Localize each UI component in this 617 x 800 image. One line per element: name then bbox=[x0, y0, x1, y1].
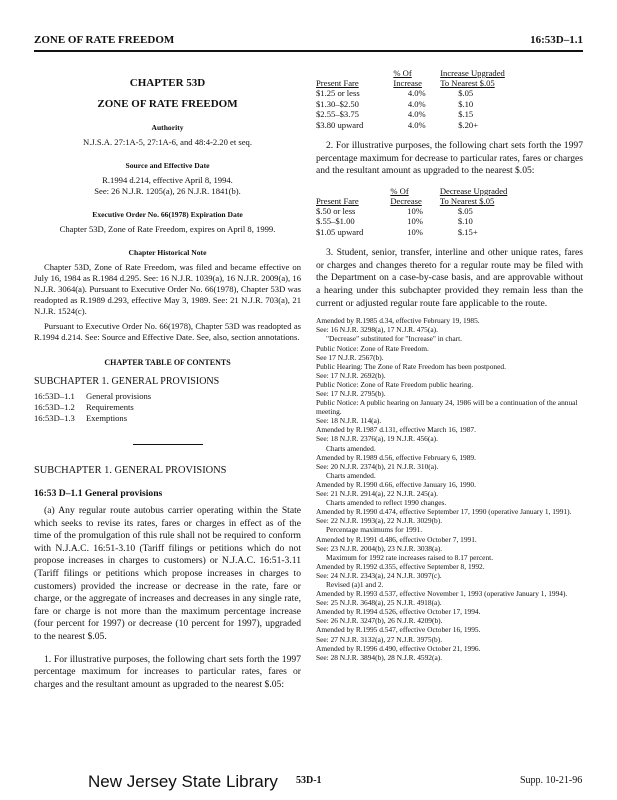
toc-label: Requirements bbox=[86, 402, 134, 412]
increase-chart-row bbox=[316, 109, 546, 120]
increase-chart-row bbox=[316, 120, 546, 131]
increase-chart-column-header: Increase Upgraded To Nearest $.05 bbox=[440, 68, 505, 88]
increase-chart-column-header: % Of Increase bbox=[393, 68, 422, 88]
authority-text: N.J.S.A. 27:1A-5, 27:1A-6, and 48:4-2.20 et seq. bbox=[83, 137, 252, 147]
decrease-chart-row bbox=[316, 206, 546, 217]
toc-code: 16:53D–1.1 bbox=[34, 391, 75, 401]
increase-chart-cell: $.20+ bbox=[458, 119, 479, 130]
decrease-chart-cell: $.55–$1.00 bbox=[316, 216, 355, 227]
amendment-entry: See: 21 N.J.R. 2914(a), 22 N.J.R. 245(a). bbox=[316, 489, 438, 499]
amendment-entry: Public Hearing: The Zone of Rate Freedom has been postponed. bbox=[316, 361, 506, 371]
toc-item[interactable] bbox=[34, 402, 301, 413]
increase-chart-cell: $2.55–$3.75 bbox=[316, 109, 359, 119]
page-number: 53D-1 bbox=[296, 775, 322, 786]
increase-chart-cell: $1.30–$2.50 bbox=[316, 98, 359, 109]
paragraph-a: (a) Any regular route autobus carrier operating within the State which seeks to revise its rates, fares or charges in effect as of the time of the promulgation of this rule shall not be required to conform with N.J.A.C. 16:51-3.10 (Tariff filings or petitions which do not propose increases in charges to customers) or N.J.A.C. 16:51-3.11 (Tariff filings or petitions which propose increases in charges to customers) provided the increase or decrease in the rate, fare or charge, or the aggregate of increases and decreases in any single rate, fare or charge is not more than the maximum percentage increase (four percent for 1997) or decrease (10 percent for 1997), upgraded to the nearest $.05. bbox=[34, 505, 301, 642]
amendment-entry: Maximum for 1992 rate increases raised to 8.17 percent. bbox=[326, 552, 494, 562]
decrease-chart-column-header: % Of Decrease bbox=[390, 185, 422, 206]
decrease-chart-cell: 10% bbox=[407, 226, 423, 237]
library-stamp: New Jersey State Library bbox=[88, 772, 278, 791]
increase-chart-cell: $1.25 or less bbox=[316, 88, 360, 98]
increase-chart-row bbox=[316, 88, 546, 99]
amendment-entry: Amended by R.1996 d.490, effective October 21, 1996. bbox=[316, 643, 481, 653]
increase-chart-cell: $.05 bbox=[458, 88, 474, 98]
amendment-entry: Amended by R.1989 d.56, effective February 6, 1989. bbox=[316, 452, 476, 462]
increase-chart-cell: 4.0% bbox=[407, 119, 426, 130]
amendment-entry: See: 28 N.J.R. 3894(b), 28 N.J.R. 4592(a). bbox=[316, 652, 443, 662]
decrease-chart-column-header: Present Fare bbox=[316, 195, 359, 206]
source-text-2: See: 26 N.J.R. 1205(a), 26 N.J.R. 1841(b). bbox=[94, 186, 241, 196]
amendment-entry: Revised (a)1 and 2. bbox=[326, 579, 384, 589]
amendment-entry: See: 23 N.J.R. 2004(b), 23 N.J.R. 3038(a). bbox=[316, 543, 443, 553]
increase-chart-cell: $.15 bbox=[458, 109, 474, 119]
amendment-entry: Public Notice: Zone of Rate Freedom public hearing. bbox=[316, 379, 474, 389]
increase-chart-header-row bbox=[316, 68, 546, 88]
decrease-chart bbox=[316, 186, 546, 238]
decrease-chart-cell: $.15+ bbox=[457, 226, 478, 237]
amendment-entry: See: 22 N.J.R. 1993(a), 22 N.J.R. 3029(b). bbox=[316, 516, 443, 526]
subchapter-heading: SUBCHAPTER 1. GENERAL PROVISIONS bbox=[34, 465, 227, 476]
amendment-entry: Charts amended. bbox=[326, 470, 376, 480]
historical-note-heading: Chapter Historical Note bbox=[128, 248, 207, 257]
increase-chart-cell: 4.0% bbox=[407, 88, 426, 98]
decrease-chart-cell: $.10 bbox=[457, 216, 473, 227]
increase-chart-cell: $.10 bbox=[458, 98, 474, 109]
toc-title: CHAPTER TABLE OF CONTENTS bbox=[104, 358, 231, 367]
increase-chart-cell: 4.0% bbox=[407, 109, 426, 119]
decrease-chart-column-header: Decrease Upgraded To Nearest $.05 bbox=[439, 185, 508, 206]
exec-order-heading: Executive Order No. 66(1978) Expiration Date bbox=[92, 210, 243, 219]
decrease-chart-cell: $.05 bbox=[457, 205, 473, 216]
increase-chart-column-header: Present Fare bbox=[316, 78, 359, 88]
decrease-chart-cell: 10% bbox=[407, 205, 423, 216]
source-text-1: R.1994 d.214, effective April 8, 1994. bbox=[102, 175, 233, 185]
decrease-chart-cell: $.50 or less bbox=[316, 205, 356, 216]
amendment-entry: See: 24 N.J.R. 2343(a), 24 N.J.R. 3097(c). bbox=[316, 570, 442, 580]
decrease-chart-header-row bbox=[316, 186, 546, 206]
historical-note-text-2: Pursuant to Executive Order No. 66(1978), Chapter 53D was readopted as R.1994 d.214. See: Source and Effective Date. See, also, section annotations. bbox=[34, 321, 301, 342]
amendment-entry: Charts amended. bbox=[326, 443, 376, 453]
page-footer bbox=[0, 772, 617, 796]
amendment-entry: Public Notice: Zone of Rate Freedom. bbox=[316, 343, 429, 353]
toc-code: 16:53D–1.3 bbox=[34, 413, 75, 423]
amendment-entry: Amended by R.1994 d.526, effective October 17, 1994. bbox=[316, 607, 481, 617]
source-heading: Source and Effective Date bbox=[125, 161, 210, 170]
toc-label: General provisions bbox=[86, 391, 152, 401]
decrease-chart-row bbox=[316, 216, 546, 227]
historical-note-text-1: Chapter 53D, Zone of Rate Freedom, was filed and became effective on July 16, 1984 as R.1984 d.295. See: 16 N.J.R. 1039(a), 16 N.J.R. 2009(a), 16 N.J.R. 3064(a). Pursuant to Executive Order No. 66(1978), Chapter 53D was readopted as R.1989 d.293, effective May 3, 1989. See: 21 N.J.R. 703(a), 21 N.J.R. 1524(c). bbox=[34, 262, 301, 316]
toc-code: 16:53D–1.2 bbox=[34, 402, 75, 412]
amendment-entry: See: 16 N.J.R. 3298(a), 17 N.J.R. 475(a). bbox=[316, 325, 438, 335]
amendment-entry: See: 17 N.J.R. 2692(b). bbox=[316, 370, 386, 380]
toc-list bbox=[34, 391, 301, 424]
chapter-title: ZONE OF RATE FREEDOM bbox=[97, 98, 238, 110]
amendment-entry: Charts amended to reflect 1990 changes. bbox=[326, 498, 447, 508]
header-title: ZONE OF RATE FREEDOM bbox=[34, 34, 175, 46]
toc-label: Exemptions bbox=[86, 413, 128, 423]
authority-heading: Authority bbox=[151, 123, 184, 132]
amendment-entry: See: 18 N.J.R. 2376(a), 19 N.J.R. 456(a). bbox=[316, 434, 438, 444]
section-title: 16:53 D–1.1 General provisions bbox=[34, 488, 163, 499]
header-rule bbox=[34, 50, 583, 52]
amendment-entry: "Decrease" substituted for "Increase" in chart. bbox=[326, 334, 463, 344]
toc-item[interactable] bbox=[34, 413, 301, 424]
amendment-history bbox=[316, 316, 583, 662]
amendment-entry: Amended by R.1993 d.537, effective November 1, 1993 (operative January 1, 1994). bbox=[316, 589, 568, 599]
right-column bbox=[316, 66, 583, 662]
section-divider bbox=[133, 444, 203, 445]
amendment-entry: See: 18 N.J.R. 114(a). bbox=[316, 416, 382, 426]
increase-chart-cell: $3.80 upward bbox=[316, 119, 364, 130]
paragraph-1: 1. For illustrative purposes, the following chart sets forth the 1997 percentage maximum for increases to particular rates, fares or charges and the resultant amount as upgraded to the nearest $.05: bbox=[34, 653, 301, 690]
amendment-entry: See: 20 N.J.R. 2374(b), 21 N.J.R. 310(a). bbox=[316, 461, 439, 471]
amendment-entry: Amended by R.1987 d.131, effective March 16, 1987. bbox=[316, 425, 476, 435]
exec-order-text: Chapter 53D, Zone of Rate Freedom, expires on April 8, 1999. bbox=[59, 224, 276, 234]
amendment-entry: Public Notice: A public hearing on January 24, 1986 will be a continuation of the annual meeting. bbox=[316, 398, 578, 417]
increase-chart bbox=[316, 68, 546, 130]
decrease-chart-cell: 10% bbox=[407, 216, 423, 227]
amendment-entry: See: 26 N.J.R. 3247(b), 26 N.J.R. 4209(b). bbox=[316, 616, 443, 626]
amendment-entry: Percentage maximums for 1991. bbox=[326, 525, 423, 535]
amendment-entry: See: 17 N.J.R. 2795(b). bbox=[316, 389, 386, 398]
decrease-chart-row bbox=[316, 227, 546, 238]
increase-chart-cell: 4.0% bbox=[407, 98, 426, 109]
running-header bbox=[34, 32, 583, 48]
paragraph-3: 3. Student, senior, transfer, interline and other unique rates, fares or charges and changes thereto for a regular route may be filed with the Department on a case-by-case basis, and are approvable without a hearing under this subchapter provided they remain less than the current or adjusted regular route fare applicable to the route. bbox=[316, 247, 583, 309]
amendment-entry: See: 27 N.J.R. 3132(a), 27 N.J.R. 3975(b). bbox=[316, 634, 443, 644]
amendment-entry: See 17 N.J.R. 2567(b). bbox=[316, 352, 384, 362]
supplement-date: Supp. 10-21-96 bbox=[520, 775, 583, 786]
toc-subchapter: SUBCHAPTER 1. GENERAL PROVISIONS bbox=[34, 376, 220, 387]
amendment-entry: Amended by R.1991 d.486, effective October 7, 1991. bbox=[316, 534, 477, 544]
amendment-entry: Amended by R.1992 d.355, effective September 8, 1992. bbox=[316, 561, 485, 571]
amendment-entry: Amended by R.1990 d.474, effective September 17, 1990 (operative January 1, 1991). bbox=[316, 507, 572, 517]
amendment-entry: Amended by R.1985 d.34, effective February 19, 1985. bbox=[316, 316, 480, 326]
amendment-entry: Amended by R.1995 d.547, effective October 16, 1995. bbox=[316, 625, 481, 635]
header-section-number: 16:53D–1.1 bbox=[530, 34, 583, 46]
left-column bbox=[34, 66, 301, 695]
amendment-entry: See: 25 N.J.R. 3648(a), 25 N.J.R. 4918(a). bbox=[316, 598, 442, 608]
paragraph-2: 2. For illustrative purposes, the following chart sets forth the 1997 percentage maximum for decrease to particular rates, fares or charges and the resultant amount as upgraded to the nearest $.05: bbox=[316, 140, 583, 177]
toc-item[interactable] bbox=[34, 391, 301, 402]
amendment-entry: Amended by R.1990 d.66, effective January 16, 1990. bbox=[316, 479, 476, 489]
decrease-chart-cell: $1.05 upward bbox=[316, 226, 364, 237]
increase-chart-row bbox=[316, 99, 546, 110]
chapter-number: CHAPTER 53D bbox=[129, 77, 206, 89]
